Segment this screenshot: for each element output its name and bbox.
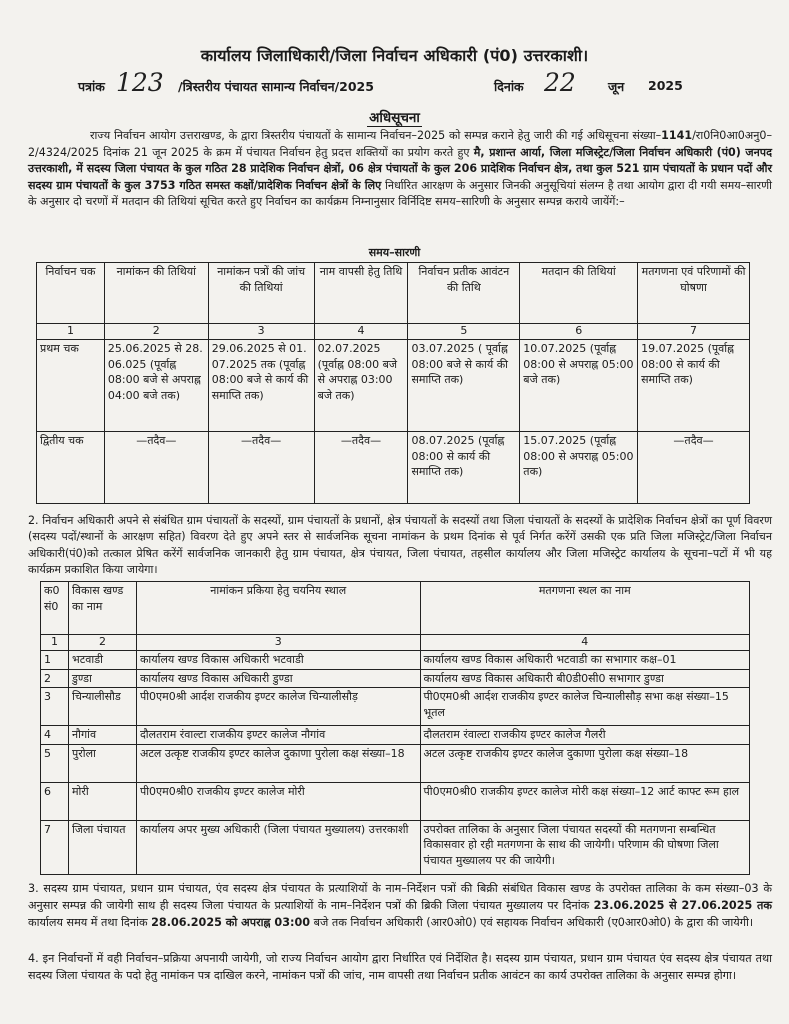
schedule-cell: 10.07.2025 (पूर्वाह्न 08:00 से अपराह्न 05:00 बजे तक) xyxy=(520,340,638,432)
schedule-cell: 25.06.2025 से 28. 06.025 (पूर्वाह्न 08:00 बजे से अपराह्न 04:00 बजे तक) xyxy=(104,340,208,432)
schedule-cell: —तदैव— xyxy=(208,432,314,504)
schedule-header-cell: मतगणना एवं परिणामों की घोषणा xyxy=(638,263,750,324)
para3-part-b: 23.06.2025 से 27.06.2025 तक xyxy=(593,899,772,912)
venue-cell: पी0एम0श्री आर्दश राजकीय इण्टर कालेज चिन्यालीसौड़ सभा कक्ष संख्या–15 भूतल xyxy=(420,688,750,726)
venue-header-cell: मतगणना स्थल का नाम xyxy=(420,582,750,635)
venue-header-cell: क0 सं0 xyxy=(41,582,69,635)
venue-cell: अटल उत्कृष्ट राजकीय इण्टर कालेज दुकाणा पुरोला कक्ष संख्या–18 xyxy=(420,744,750,782)
venue-cell: पी0एम0श्री आर्दश राजकीय इण्टर कालेज चिन्यालीसौड़ xyxy=(136,688,420,726)
notification-heading-text: अधिसूचना xyxy=(369,110,420,126)
paragraph-3 xyxy=(28,880,772,931)
venue-cell: भटवाडी xyxy=(68,651,136,670)
schedule-cell: द्वितीय चक xyxy=(37,432,105,504)
venue-row xyxy=(41,744,750,782)
date-label: दिनांक xyxy=(494,79,524,94)
schedule-cell: 19.07.2025 (पूर्वाह्न 08:00 से कार्य की समाप्ति तक) xyxy=(638,340,750,432)
column-number: 2 xyxy=(104,324,208,340)
venue-cell: 6 xyxy=(41,782,69,820)
date-month: जून xyxy=(608,79,625,94)
column-number: 5 xyxy=(408,324,520,340)
column-number: 3 xyxy=(208,324,314,340)
schedule-cell: 08.07.2025 (पूर्वाह्न 08:00 से कार्य की समाप्ति तक) xyxy=(408,432,520,504)
schedule-column-number-row xyxy=(37,324,750,340)
schedule-header-cell: निर्वाचन प्रतीक आवंटन की तिथि xyxy=(408,263,520,324)
schedule-header-cell: नामांकन की तिथियां xyxy=(104,263,208,324)
intro-part-1: राज्य निर्वाचन आयोग उत्तराखण्ड, के द्वारा त्रिस्तरीय पंचायतों के सामान्य निर्वाचन–2025 को सम्पन्न कराने हेतु जारी की गई अधिसूचना संख्या– xyxy=(90,129,662,142)
ref-subject: /त्रिस्तरीय पंचायत सामान्य निर्वाचन/2025 xyxy=(178,79,374,94)
para3-part-d: 28.06.2025 को अपराह्न 03:00 xyxy=(151,916,311,929)
schedule-cell: —तदैव— xyxy=(314,432,408,504)
venue-cell: चिन्यालीसौड xyxy=(68,688,136,726)
schedule-header-cell: मतदान की तिथियां xyxy=(520,263,638,324)
schedule-row-phase-2 xyxy=(37,432,750,504)
schedule-cell: —तदैव— xyxy=(104,432,208,504)
venue-cell: कार्यालय खण्ड विकास अधिकारी डुण्डा xyxy=(136,669,420,688)
venue-column-number-row xyxy=(41,635,750,651)
intro-part-3: /रा0नि0आ0अनु0–2/4324/2025 दिनांक 21 जून 2025 के क्रम में पंचायत निर्वाचन हेतु प्रदत्त शक्तियों का प्रयोग करते हुए xyxy=(28,129,772,159)
schedule-header-cell: निर्वाचन चक xyxy=(37,263,105,324)
schedule-cell: 15.07.2025 (पूर्वाह्न 08:00 से अपराह्न 05:00 तक) xyxy=(520,432,638,504)
schedule-cell: 29.06.2025 से 01. 07.2025 तक (पूर्वाह्न 08:00 बजे से कार्य की समाप्ति तक) xyxy=(208,340,314,432)
schedule-header-row xyxy=(37,263,750,324)
notification-heading xyxy=(0,108,789,126)
venue-cell: पी0एम0श्री0 राजकीय इण्टर कालेज मोरी कक्ष संख्या–12 आर्ट काफ्ट रूम हाल xyxy=(420,782,750,820)
venue-cell: अटल उत्कृष्ट राजकीय इण्टर कालेज दुकाणा पुरोला कक्ष संख्या–18 xyxy=(136,744,420,782)
venue-table xyxy=(40,581,750,875)
schedule-cell: प्रथम चक xyxy=(37,340,105,432)
para3-part-c: कार्यालय समय में तथा दिनांक xyxy=(28,916,152,929)
venue-row xyxy=(41,669,750,688)
reference-line xyxy=(78,68,758,100)
ref-number-handwritten: 123 xyxy=(116,68,164,97)
venue-row xyxy=(41,820,750,874)
intro-part-5: निर्धारित आरक्षण के अनुसार जिनकी अनुसूचियां संलग्न है तथा आयोग द्वारा दी गयी समय–सारणी के अनुसार दो चरणों में मतदान की तिथियां सूचित करते हुए निर्वाचन का कार्यक्रम निम्नानुसार विर्निदिष्ट समय–सारिणी के अनुसार सम्पन्न कराये जायेंगें:– xyxy=(28,178,772,209)
venue-header-cell: नामांकन प्रकिया हेतु चयनिय स्थाल xyxy=(136,582,420,635)
venue-row xyxy=(41,688,750,726)
column-number: 1 xyxy=(37,324,105,340)
venue-cell: जिला पंचायत xyxy=(68,820,136,874)
column-number: 4 xyxy=(314,324,408,340)
venue-cell: पुरोला xyxy=(68,744,136,782)
column-number: 1 xyxy=(41,635,69,651)
venue-header-row xyxy=(41,582,750,635)
venue-cell: दौलतराम रंवाल्टा राजकीय इण्टर कालेज गैलरी xyxy=(420,726,750,745)
venue-cell: पी0एम0श्री0 राजकीय इण्टर कालेज मोरी xyxy=(136,782,420,820)
venue-cell: 3 xyxy=(41,688,69,726)
venue-cell: 2 xyxy=(41,669,69,688)
schedule-row-phase-1 xyxy=(37,340,750,432)
paragraph-4: 4. इन निर्वाचनों में वही निर्वाचन–प्रक्रिया अपनायी जायेगी, जो राज्य निर्वाचन आयोग द्वारा निर्धारित एवं निर्देशित है। सदस्य ग्राम पंचायत, प्रधान ग्राम पंचायत एंव सदस्य क्षेत्र पंचायत तथा सदस्य जिला पंचायत के पदो हेतु नामांकन पत्र दाखिल करने, नामांकन पत्रों की जांच, नाम वापसी तथा निर्वाचन प्रतीक आवंटन का कार्य उपरोक्त तालिका के अनुसार सम्पन्न होगा। xyxy=(28,952,772,982)
venue-cell: दौलतराम रंवाल्टा राजकीय इण्टर कालेज नौगांव xyxy=(136,726,420,745)
column-number: 6 xyxy=(520,324,638,340)
venue-cell: डुण्डा xyxy=(68,669,136,688)
venue-row xyxy=(41,651,750,670)
schedule-header-cell: नाम वापसी हेतु तिथि xyxy=(314,263,408,324)
intro-paragraph xyxy=(28,128,772,211)
intro-part-2: 1141 xyxy=(661,129,693,142)
venue-cell: कार्यालय खण्ड विकास अधिकारी भटवाडी का सभागार कक्ष–01 xyxy=(420,651,750,670)
venue-row xyxy=(41,782,750,820)
para3-part-e: बजे तक निर्वाचन अधिकारी (आर0ओ0) एवं सहायक निर्वाचन अधिकारी (ए0आर0ओ0) के द्वारा की जायेगी। xyxy=(310,916,754,929)
schedule-header-cell: नामांकन पत्रों की जांच की तिथियां xyxy=(208,263,314,324)
venue-cell: मोरी xyxy=(68,782,136,820)
venue-cell: 1 xyxy=(41,651,69,670)
intro-part-4: मै, प्रशान्त आर्या, जिला मजिस्ट्रेट/जिला निर्वाचन अधिकारी (पं0) जनपद उत्तरकाशी, में सदस्य जिला पंचायत के कुल गठित 28 प्रादेशिक निर्वाचन क्षेत्रों, 06 क्षेत्र पंचायतों के कुल 206 प्रादेशिक निर्वाचन क्षेत्र, तथा कुल 521 ग्राम पंचायतों के प्रधान पदों और सदस्य ग्राम पंचायतों के कुल 3753 गठित समस्त कक्षों/प्रादेशिक निर्वाचन क्षेत्रों के लिए xyxy=(28,145,773,192)
venue-cell: नौगांव xyxy=(68,726,136,745)
para3-part-a: 3. सदस्य ग्राम पंचायत, प्रधान ग्राम पंचायत, एंव सदस्य क्षेत्र पंचायत के प्रत्याशियों के नाम–निर्देशन पत्रों की बिक्री संबंधित विकास खण्ड के उपरोक्त तालिका के कम संख्या–03 के अनुसार सम्पन्न की जायेगी साथ ही सदस्य जिला पंचायत के प्रत्याशियों के नाम–निर्देशन पत्रों की ब्रिकी जिला पंचायत मुख्यालय पर दिनांक xyxy=(28,882,772,912)
venue-cell: 4 xyxy=(41,726,69,745)
venue-cell: 5 xyxy=(41,744,69,782)
paragraph-2: 2. निर्वाचन अधिकारी अपने से संबंधित ग्राम पंचायतों के सदस्यों, ग्राम पंचायतों के प्रधानों, क्षेत्र पंचायतों के सदस्यों तथा जिला पंचायतों के सदस्यों के प्रादेशिक निर्वाचन क्षेत्रों का पूर्ण विवरण (सदस्य पदों/स्थानों के आरक्षण सहित) विवरण देते हुए अपने स्तर से सार्वजनिक सूचना नामांकन के प्रथम दिनांक से पूर्व निर्गत करेंगें उसकी एक प्रति जिला मजिस्ट्रेट/जिला निर्वाचन अधिकारी(पं0)को तत्काल प्रेषित करेंगें सार्वजनिक जानकारी हेतु ग्राम पंचायत, क्षेत्र पंचायत, जिला पंचायत, तहसील कार्यालय और जिला मजिस्ट्रेट कार्यालय के सूचना–पटों में भी यह कार्यक्रम प्रकाशित किया जायेगा। xyxy=(28,514,772,577)
venue-cell: कार्यालय खण्ड विकास अधिकारी बी0डी0सी0 सभागार डुण्डा xyxy=(420,669,750,688)
column-number: 2 xyxy=(68,635,136,651)
column-number: 7 xyxy=(638,324,750,340)
venue-header-cell: विकास खण्ड का नाम xyxy=(68,582,136,635)
schedule-caption: समय–सारणी xyxy=(368,246,421,259)
schedule-cell: —तदैव— xyxy=(638,432,750,504)
schedule-cell: 03.07.2025 ( पूर्वाह्न 08:00 बजे से कार्य की समाप्ति तक) xyxy=(408,340,520,432)
venue-row xyxy=(41,726,750,745)
venue-cell: उपरोक्त तालिका के अनुसार जिला पंचायत सदस्यों की मतगणना सम्बन्धित विकासवार हो रही मतगणना के साथ की जायेगी। परिणाम की घोषणा जिला पंचायत मुख्यालय पर की जायेगी। xyxy=(420,820,750,874)
schedule-table xyxy=(36,262,750,504)
ref-label: पत्रांक xyxy=(78,79,105,94)
date-day-handwritten: 22 xyxy=(544,68,576,97)
column-number: 3 xyxy=(136,635,420,651)
office-title: कार्यालय जिलाधिकारी/जिला निर्वाचन अधिकारी (पं0) उत्तरकाशी। xyxy=(200,46,589,65)
date-year: 2025 xyxy=(648,78,683,93)
venue-cell: कार्यालय अपर मुख्य अधिकारी (जिला पंचायत मुख्यालय) उत्तरकाशी xyxy=(136,820,420,874)
venue-cell: कार्यालय खण्ड विकास अधिकारी भटवाडी xyxy=(136,651,420,670)
schedule-cell: 02.07.2025 (पूर्वाह्न 08:00 बजे से अपराह्न 03:00 बजे तक) xyxy=(314,340,408,432)
column-number: 4 xyxy=(420,635,750,651)
venue-cell: 7 xyxy=(41,820,69,874)
